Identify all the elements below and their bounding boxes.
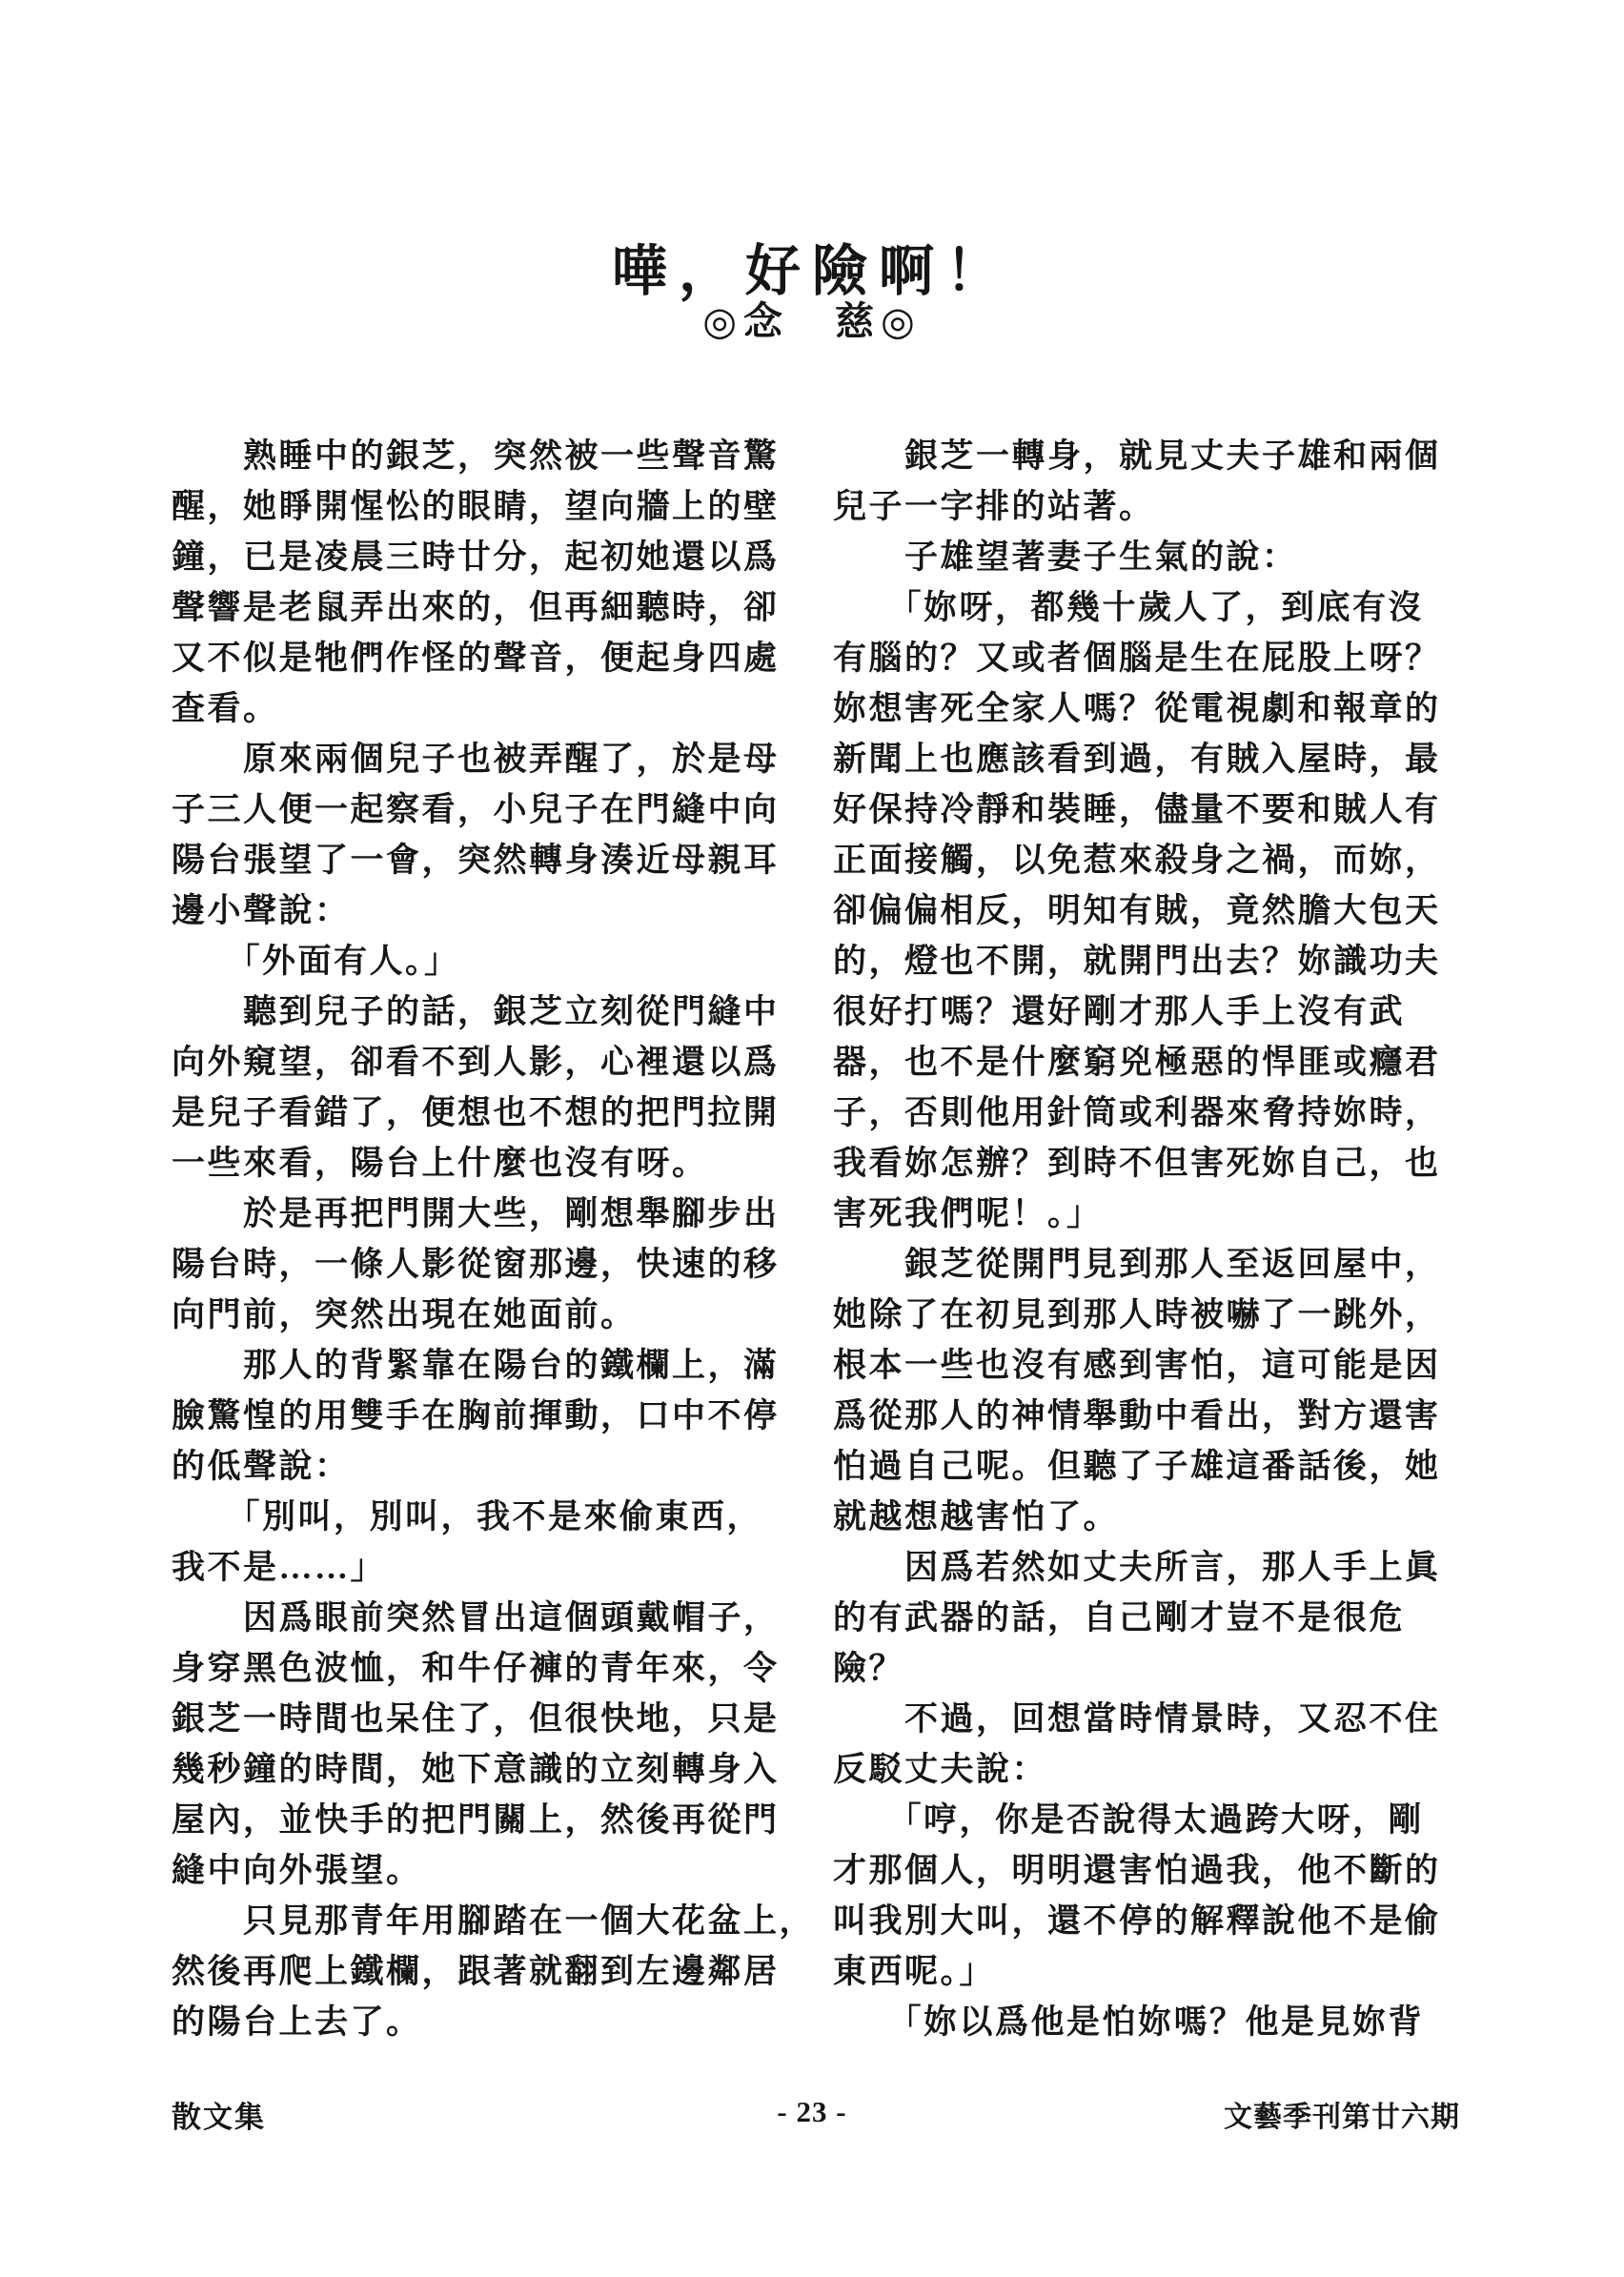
text-line: 我看妳怎辦？到時不但害死妳自己，也 bbox=[833, 1145, 1441, 1182]
text-line: 邊小聲說： bbox=[172, 892, 351, 929]
text-line: 「外面有人。」 bbox=[172, 943, 460, 980]
text-line: 於是再把門開大些，剛想舉腳步出 bbox=[172, 1195, 780, 1232]
page-title: 嘩，好險啊！ bbox=[611, 239, 1012, 302]
author-line: ◎念 慈◎ bbox=[702, 299, 922, 343]
text-line: 險？ bbox=[833, 1650, 905, 1687]
text-line: 屋內，並快手的把門關上，然後再從門 bbox=[172, 1801, 780, 1839]
text-line: 的，燈也不開，就開門出去？妳識功夫 bbox=[833, 943, 1441, 980]
text-line: 幾秒鐘的時間，她下意識的立刻轉身入 bbox=[172, 1751, 780, 1788]
text-line: 向外窺望，卻看不到人影，心裡還以爲 bbox=[172, 1044, 780, 1081]
text-line: 才那個人，明明還害怕過我，他不斷的 bbox=[833, 1852, 1441, 1889]
right-text-column bbox=[833, 431, 1462, 2047]
footer-page-number: - 23 - bbox=[777, 2095, 847, 2128]
footer-journal-label: 文藝季刊第廿六期 bbox=[1224, 2102, 1460, 2133]
text-line: 就越想越害怕了。 bbox=[833, 1498, 1120, 1535]
text-line: 熟睡中的銀芝，突然被一些聲音驚 bbox=[172, 437, 780, 475]
text-line: 銀芝一時間也呆住了，但很快地，只是 bbox=[172, 1700, 780, 1738]
text-line: 不過，回想當時情景時，又忍不住 bbox=[833, 1700, 1441, 1738]
text-line: 聲響是老鼠弄出來的，但再細聽時，卻 bbox=[172, 589, 780, 626]
text-line: 害死我們呢！。」 bbox=[833, 1195, 1103, 1232]
text-line: 銀芝從開門見到那人至返回屋中， bbox=[833, 1246, 1441, 1283]
text-line: 我不是……」 bbox=[172, 1549, 387, 1586]
footer-section-label: 散文集 bbox=[172, 2101, 266, 2134]
text-line: 一些來看，陽台上什麼也沒有呀。 bbox=[172, 1145, 708, 1182]
text-line: 縫中向外張望。 bbox=[172, 1852, 422, 1889]
text-line: 妳想害死全家人嗎？從電視劇和報章的 bbox=[833, 690, 1441, 727]
text-line: 鐘，已是凌晨三時廿分，起初她還以爲 bbox=[172, 539, 780, 576]
text-line: 銀芝一轉身，就見丈夫子雄和兩個 bbox=[833, 437, 1441, 475]
text-line: 子雄望著妻子生氣的說： bbox=[833, 539, 1298, 576]
text-line: 很好打嗎？還好剛才那人手上沒有武 bbox=[833, 993, 1406, 1030]
text-line: 然後再爬上鐵欄，跟著就翻到左邊鄰居 bbox=[172, 1953, 780, 1990]
text-line: 那人的背緊靠在陽台的鐵欄上，滿 bbox=[172, 1347, 780, 1384]
text-line: 的低聲說： bbox=[172, 1448, 351, 1485]
text-line: 她除了在初見到那人時被嚇了一跳外， bbox=[833, 1296, 1441, 1333]
text-line: 東西呢。」 bbox=[833, 1953, 996, 1990]
left-text-column bbox=[172, 431, 816, 2047]
text-line: 「妳呀，都幾十歲人了，到底有沒 bbox=[833, 589, 1425, 626]
text-line: 因爲若然如丈夫所言，那人手上眞 bbox=[833, 1549, 1441, 1586]
text-line: 器，也不是什麼窮兇極惡的悍匪或癮君 bbox=[833, 1044, 1441, 1081]
text-line: 查看。 bbox=[172, 690, 279, 727]
text-line: 正面接觸，以免惹來殺身之禍，而妳， bbox=[833, 842, 1441, 879]
text-line: 陽台張望了一會，突然轉身湊近母親耳 bbox=[172, 842, 780, 879]
text-line: 只見那青年用腳踏在一個大花盆上， bbox=[172, 1902, 816, 1940]
text-line: 好保持冷靜和裝睡，儘量不要和賊人有 bbox=[833, 791, 1441, 828]
text-line: 叫我別大叫，還不停的解釋說他不是偷 bbox=[833, 1902, 1441, 1940]
text-line: 又不似是牠們作怪的聲音，便起身四處 bbox=[172, 640, 780, 677]
text-line: 因爲眼前突然冒出這個頭戴帽子， bbox=[172, 1599, 780, 1637]
text-line: 兒子一字排的站著。 bbox=[833, 488, 1155, 525]
text-line: 「妳以爲他是怕妳嗎？他是見妳背 bbox=[833, 2003, 1425, 2041]
text-line: 陽台時，一條人影從窗那邊，快速的移 bbox=[172, 1246, 780, 1283]
text-line: 的陽台上去了。 bbox=[172, 2003, 422, 2041]
text-line: 「哼，你是否說得太過跨大呀，剛 bbox=[833, 1801, 1425, 1839]
text-line: 身穿黑色波恤，和牛仔褲的青年來，令 bbox=[172, 1650, 780, 1687]
text-line: 醒，她睜開惺忪的眼睛，望向牆上的壁 bbox=[172, 488, 780, 525]
text-line: 怕過自己呢。但聽了子雄這番話後，她 bbox=[833, 1448, 1441, 1485]
text-line: 是兒子看錯了，便想也不想的把門拉開 bbox=[172, 1094, 780, 1131]
text-line: 爲從那人的神情舉動中看出，對方還害 bbox=[833, 1397, 1441, 1434]
text-line: 有腦的？又或者個腦是生在屁股上呀？ bbox=[833, 640, 1441, 677]
text-line: 聽到兒子的話，銀芝立刻從門縫中 bbox=[172, 993, 780, 1030]
text-line: 反駁丈夫說： bbox=[833, 1751, 1048, 1788]
text-line: 原來兩個兒子也被弄醒了，於是母 bbox=[172, 741, 780, 778]
text-line: 新聞上也應該看到過，有賊入屋時，最 bbox=[833, 741, 1441, 778]
text-line: 子，否則他用針筒或利器來脅持妳時， bbox=[833, 1094, 1441, 1131]
text-line: 子三人便一起察看，小兒子在門縫中向 bbox=[172, 791, 780, 828]
text-line: 的有武器的話，自己剛才豈不是很危 bbox=[833, 1599, 1406, 1637]
text-line: 臉驚惶的用雙手在胸前揮動，口中不停 bbox=[172, 1397, 780, 1434]
text-line: 卻偏偏相反，明知有賊，竟然膽大包天 bbox=[833, 892, 1441, 929]
text-line: 「別叫，別叫，我不是來偷東西， bbox=[172, 1498, 763, 1535]
text-line: 向門前，突然出現在她面前。 bbox=[172, 1296, 637, 1333]
text-line: 根本一些也沒有感到害怕，這可能是因 bbox=[833, 1347, 1441, 1384]
